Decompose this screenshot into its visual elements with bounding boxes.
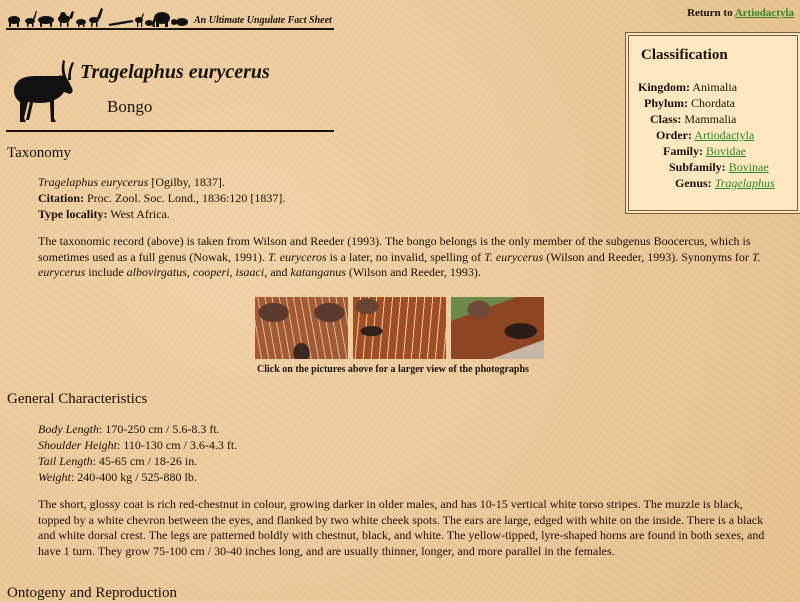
citation: [38, 190, 285, 206]
title-divider: [6, 130, 334, 132]
classification-kingdom: [638, 80, 737, 95]
bongo-photo-front[interactable]: [255, 297, 348, 359]
measurement-tail-length: Tail Length: 45-65 cm / 18-26 in.: [38, 454, 198, 468]
species-name: Tragelaphus eurycerus: [38, 175, 149, 189]
class-label: Class:: [650, 112, 682, 126]
phylum-label: Phylum:: [644, 96, 689, 110]
family-label: Family:: [663, 144, 703, 158]
genus-link[interactable]: Tragelaphus: [714, 176, 775, 190]
subfamily-label: Subfamily:: [669, 160, 726, 174]
species-authority: [38, 174, 285, 190]
subfamily-link[interactable]: Bovinae: [728, 160, 769, 174]
taxonomy-paragraph: The taxonomic record (above) is taken from Wilson and Reeder (1993). The bongo belongs is the only member of the subgenus Boocercus, which is sometimes used as a full genus (Nowak, 1991). T. euryceros is a later, no invalid, spelling of T. eurycerus (Wilson and Reeder, 1993). Synonyms for T. eurycerus include albovirgatus, cooperi, isaaci, and katanganus (Wilson and Reeder, 1993).: [38, 234, 761, 280]
measurements-list: [38, 421, 237, 485]
classification-genus: [675, 176, 775, 191]
measurement-shoulder-height: Shoulder Height: 110-130 cm / 3.6-4.3 ft.: [38, 438, 238, 452]
taxonomy-heading: Taxonomy: [7, 145, 71, 161]
photo-caption: Click on the pictures above for a larger view of the photographs: [257, 364, 529, 375]
common-name: Bongo: [107, 97, 153, 116]
taxonomy-record: [38, 174, 285, 222]
citation-value: Proc. Zool. Soc. Lond., 1836:120 [1837].: [84, 191, 286, 205]
classification-phylum: [644, 96, 735, 111]
return-prefix: Return to: [687, 7, 735, 19]
bongo-photo-side[interactable]: [353, 297, 446, 359]
return-nav: [687, 7, 794, 19]
page-title-block: [6, 58, 334, 134]
general-characteristics-heading: General Characteristics: [7, 391, 148, 407]
banner-tagline: An Ultimate Ungulate Fact Sheet: [194, 15, 332, 26]
family-link[interactable]: Bovidae: [706, 144, 746, 158]
bongo-photo-profile[interactable]: [451, 297, 544, 359]
return-artiodactyla-link[interactable]: Artiodactyla: [734, 7, 794, 19]
measurement-weight: Weight: 240-400 kg / 525-880 lb.: [38, 470, 197, 484]
order-label: Order:: [656, 128, 692, 142]
genus-label: Genus:: [675, 176, 712, 190]
phylum-value: Chordata: [691, 96, 736, 110]
type-locality-value: West Africa.: [107, 207, 170, 221]
class-value: Mammalia: [684, 112, 737, 126]
order-link[interactable]: Artiodactyla: [694, 128, 755, 142]
kingdom-label: Kingdom:: [638, 80, 691, 94]
type-locality-label: Type locality:: [38, 207, 108, 221]
bongo-silhouette-icon: [6, 58, 78, 124]
authority: [Ogilby, 1837].: [148, 175, 225, 189]
general-description: The short, glossy coat is rich red-chestnut in colour, growing darker in older males, and has 10-15 vertical white torso stripes. The muzzle is black, topped by a white chevron between the eyes, and flanked by two white cheek spots. The ears are large, edged with white on the inside. There is a black and white dorsal crest. The legs are patterned boldly with chestnut, black, and white. The yellow-tipped, lyre-shaped horns are found in both sexes, and have 1 turn. They grow 75-100 cm / 30-40 inches long, and are usually thinner, longer, and more parallel in the females.: [38, 497, 765, 558]
type-locality: [38, 206, 285, 222]
classification-order: [656, 128, 754, 143]
citation-label: Citation:: [38, 191, 84, 205]
classification-heading: Classification: [641, 47, 728, 63]
classification-family: [663, 144, 746, 159]
kingdom-value: Animalia: [692, 80, 738, 94]
classification-box: [625, 32, 800, 214]
classification-class: [650, 112, 736, 127]
measurement-body-length: Body Length: 170-250 cm / 5.6-8.3 ft.: [38, 422, 220, 436]
scientific-name: Tragelaphus eurycerus: [80, 61, 270, 83]
classification-subfamily: [669, 160, 769, 175]
ontogeny-heading: Ontogeny and Reproduction: [7, 585, 177, 601]
ungulate-silhouettes-icon: [6, 8, 188, 28]
site-banner: [6, 6, 334, 30]
banner-divider: [6, 28, 334, 30]
